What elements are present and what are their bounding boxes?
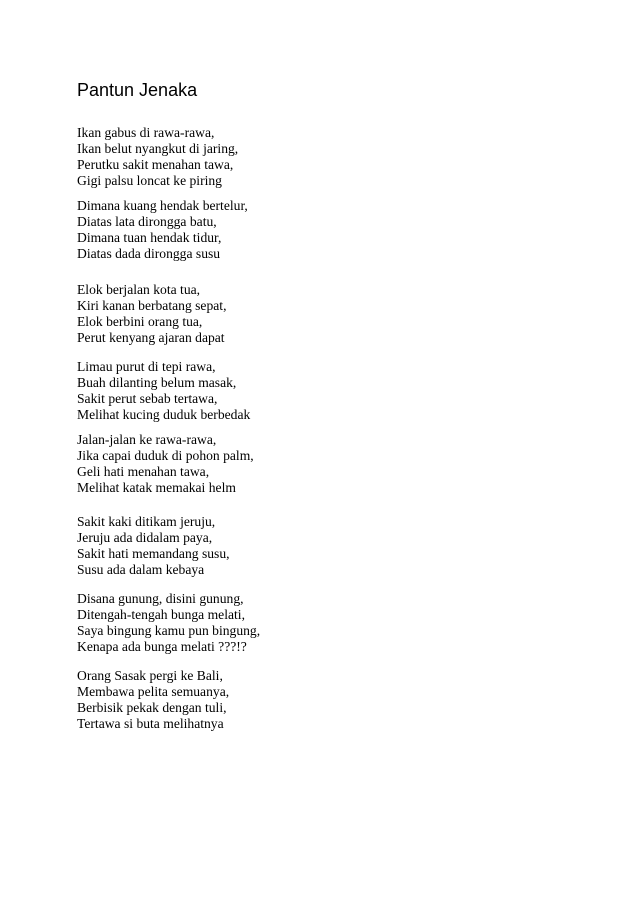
- stanza-6: [77, 514, 230, 578]
- stanza-line: Saya bingung kamu pun bingung,: [77, 622, 261, 638]
- stanza-line: Ditengah-tengah bunga melati,: [77, 606, 245, 622]
- stanza-line: Gigi palsu loncat ke piring: [77, 172, 222, 188]
- stanza-line: Disana gunung, disini gunung,: [77, 591, 244, 606]
- stanza-line: Elok berbini orang tua,: [77, 313, 203, 329]
- stanza-line: Kiri kanan berbatang sepat,: [77, 297, 227, 313]
- stanza-line: Sakit hati memandang susu,: [77, 545, 230, 561]
- stanza-line: Buah dilanting belum masak,: [77, 374, 237, 390]
- stanza-line: Diatas dada dirongga susu: [77, 245, 221, 261]
- stanza-line: Perutku sakit menahan tawa,: [77, 156, 234, 172]
- stanza-line: Dimana tuan hendak tidur,: [77, 229, 222, 245]
- stanza-line: Orang Sasak pergi ke Bali,: [77, 668, 223, 683]
- stanza-line: Tertawa si buta melihatnya: [77, 715, 224, 731]
- stanza-line: Susu ada dalam kebaya: [77, 561, 205, 577]
- stanza-line: Ikan belut nyangkut di jaring,: [77, 140, 239, 156]
- stanza-line: Jalan-jalan ke rawa-rawa,: [77, 432, 217, 447]
- stanza-line: Melihat kucing duduk berbedak: [77, 406, 251, 422]
- page-title: Pantun Jenaka: [77, 80, 198, 100]
- stanza-3: [77, 282, 226, 346]
- stanza-line: Dimana kuang hendak bertelur,: [77, 198, 248, 213]
- stanza-2: [77, 198, 248, 262]
- stanza-line: Limau purut di tepi rawa,: [77, 359, 216, 374]
- stanza-line: Membawa pelita semuanya,: [77, 683, 230, 699]
- stanza-line: Sakit kaki ditikam jeruju,: [77, 514, 216, 529]
- stanza-line: Sakit perut sebab tertawa,: [77, 390, 218, 406]
- stanza-line: Jika capai duduk di pohon palm,: [77, 447, 254, 463]
- stanza-line: Elok berjalan kota tua,: [77, 282, 201, 297]
- stanza-line: Diatas lata dirongga batu,: [77, 213, 217, 229]
- stanza-7: [77, 591, 260, 655]
- stanza-line: Ikan gabus di rawa-rawa,: [77, 125, 215, 140]
- stanza-line: Melihat katak memakai helm: [77, 479, 236, 495]
- stanza-line: Kenapa ada bunga melati ???!?: [77, 638, 247, 654]
- stanza-1: [77, 125, 238, 189]
- stanza-line: Jeruju ada didalam paya,: [77, 529, 213, 545]
- stanza-5: [77, 432, 254, 496]
- stanza-line: Berbisik pekak dengan tuli,: [77, 699, 227, 715]
- stanza-4: [77, 359, 250, 423]
- stanza-line: Geli hati menahan tawa,: [77, 463, 210, 479]
- stanza-8: [77, 668, 229, 732]
- stanza-line: Perut kenyang ajaran dapat: [77, 329, 225, 345]
